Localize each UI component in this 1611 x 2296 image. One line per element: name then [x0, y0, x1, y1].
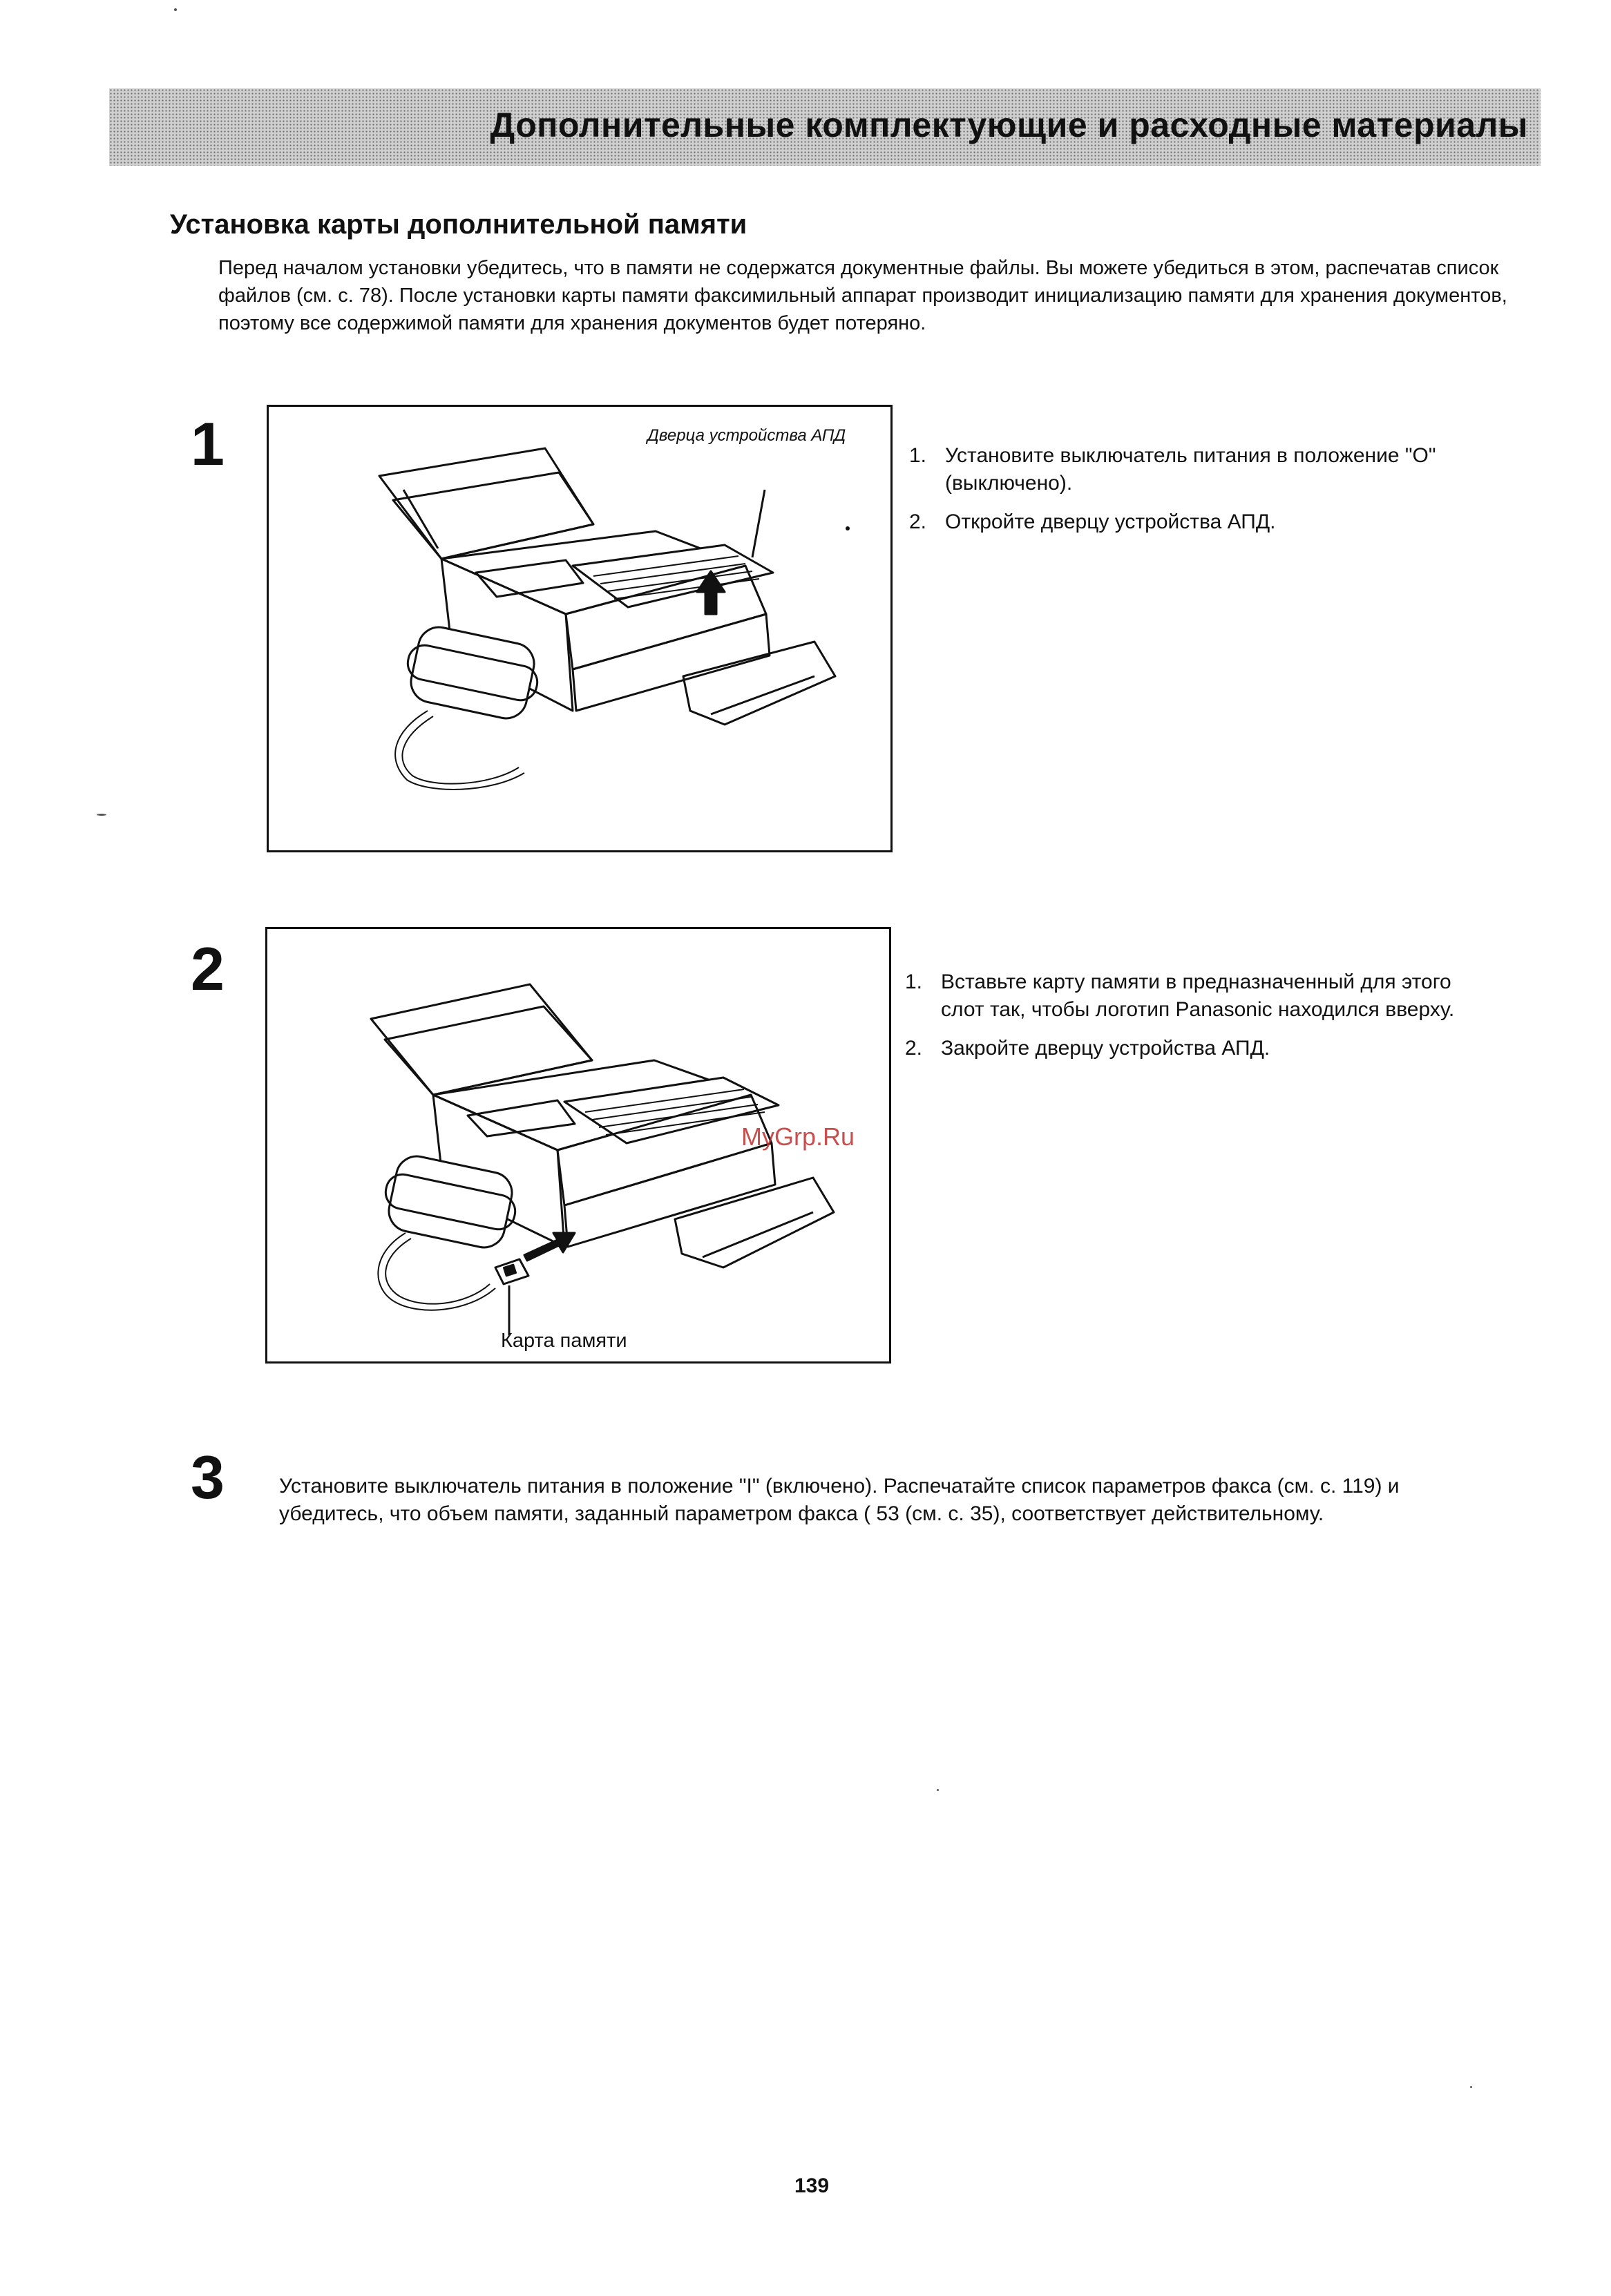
- list-item-text: Вставьте карту памяти в предназначенный для этого слот так, чтобы логотип Panasonic находился вверху.: [941, 970, 1455, 1021]
- memory-card-label: Карта памяти: [501, 1330, 627, 1352]
- step-2-number: 2: [191, 935, 225, 1003]
- watermark: MyGrp.Ru: [741, 1122, 855, 1151]
- section-title: Установка карты дополнительной памяти: [170, 209, 747, 240]
- list-item: [909, 442, 1462, 497]
- scan-speck: [174, 8, 177, 11]
- page-header-title: Дополнительные комплектующие и расходные материалы: [490, 106, 1528, 144]
- list-item: [905, 968, 1471, 1024]
- header-banner: [109, 88, 1541, 166]
- step-2-instructions: [905, 968, 1471, 1073]
- adf-door-label: Дверца устройства АПД: [647, 426, 846, 445]
- scan-speck: [937, 1789, 939, 1791]
- step-3-number: 3: [191, 1443, 225, 1511]
- list-item: [909, 508, 1462, 536]
- list-item-number: 2.: [909, 510, 927, 533]
- step-1-instructions: [909, 442, 1462, 547]
- scan-speck: [97, 814, 106, 816]
- list-item-number: 2.: [905, 1037, 923, 1060]
- fax-machine-open-door-illustration: [269, 407, 890, 850]
- step-3-text: Установите выключатель питания в положение "I" (включено). Распечатайте список параметров факса (см. с. 119) и убедитесь, что объем памяти, заданный параметром факса ( 53 (см. с. 35), соответствует действительному.: [279, 1475, 1400, 1525]
- list-item-number: 1.: [909, 444, 927, 467]
- step-2-figure: [265, 927, 891, 1364]
- list-item-text: Закройте дверцу устройства АПД.: [941, 1037, 1270, 1060]
- list-item-number: 1.: [905, 970, 923, 993]
- list-item: [905, 1035, 1471, 1062]
- list-item-text: Установите выключатель питания в положение "O" (выключено).: [945, 444, 1436, 495]
- step-1-figure: [267, 405, 893, 852]
- scan-speck: [1470, 2086, 1472, 2088]
- list-item-text: Откройте дверцу устройства АПД.: [945, 510, 1276, 533]
- intro-paragraph: Перед началом установки убедитесь, что в памяти не содержатся документные файлы. Вы можете убедиться в этом, распечатав список файлов (см. с. 78). После установки карты памяти факсимильный аппарат производит инициализацию памяти для хранения документов, поэтому все содержимой памяти для хранения документов будет потеряно.: [218, 257, 1507, 334]
- step-1-number: 1: [191, 410, 225, 478]
- page-number: 139: [794, 2174, 830, 2197]
